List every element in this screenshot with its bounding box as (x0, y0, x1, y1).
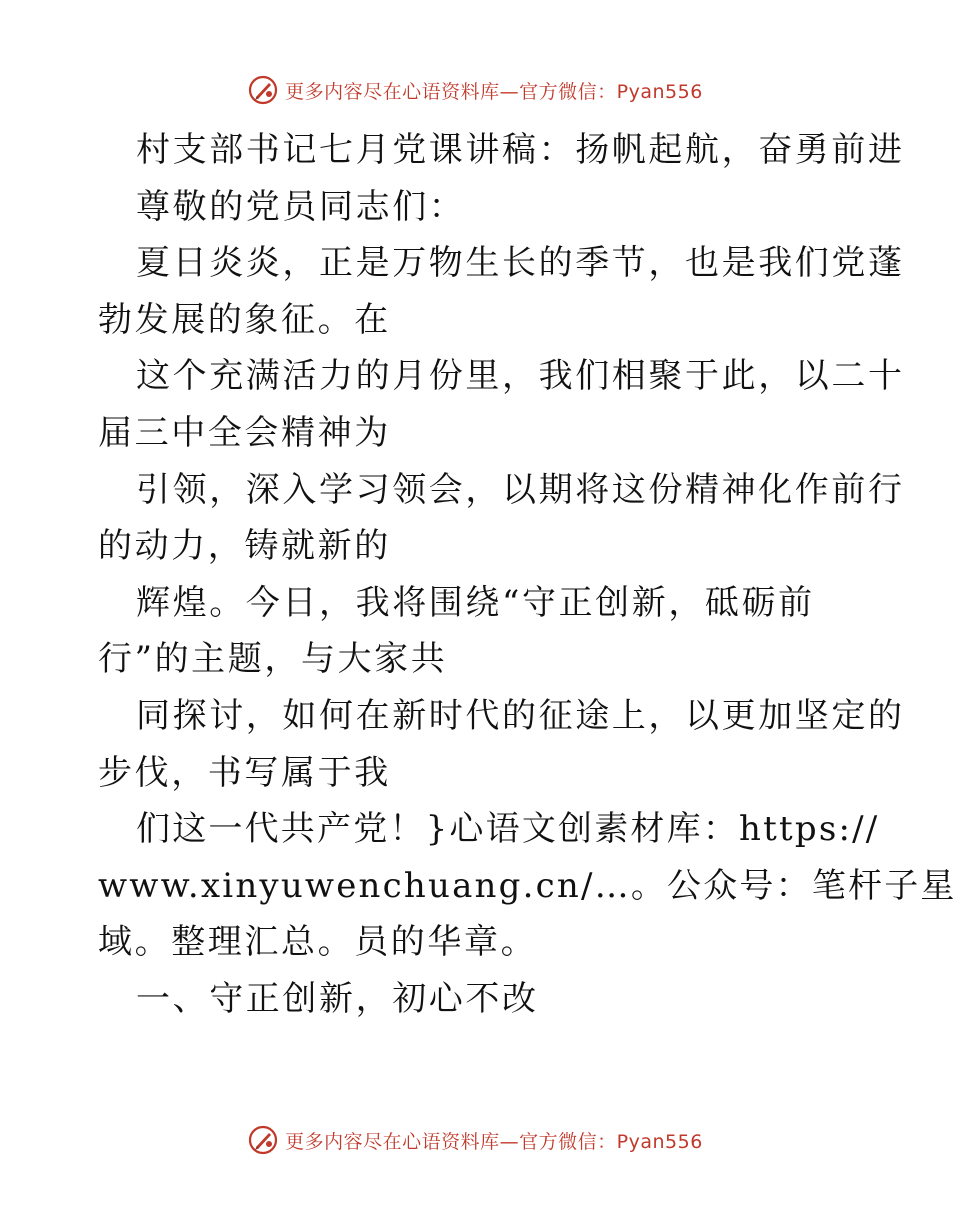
paragraph-line: 勃发展的象征。在 (98, 299, 391, 340)
header-banner-text: 更多内容尽在心语资料库—官方微信：Pyan556 (285, 80, 703, 103)
paragraph-line: 域。整理汇总。员的华章。 (98, 922, 538, 963)
paragraph-line: 步伐，书写属于我 (98, 752, 391, 793)
salutation: 尊敬的党员同志们： (136, 186, 466, 227)
paragraph-line: 引领，深入学习领会，以期将这份精神化作前行 (136, 469, 905, 510)
paragraph-line: 夏日炎炎，正是万物生长的季节，也是我们党蓬 (136, 243, 905, 284)
quill-pen-logo-icon (247, 1124, 279, 1156)
footer-banner-text: 更多内容尽在心语资料库—官方微信：Pyan556 (285, 1130, 703, 1153)
document-body (98, 122, 957, 1028)
quill-pen-logo-icon (247, 74, 279, 106)
paragraph-line: 行”的主题，与大家共 (98, 639, 448, 680)
paragraph-line: 同探讨，如何在新时代的征途上，以更加坚定的 (136, 695, 905, 736)
paragraph-line: 届三中全会精神为 (98, 412, 391, 453)
section-heading: 一、守正创新，初心不改 (136, 978, 539, 1019)
paragraph-line: 的动力，铸就新的 (98, 526, 391, 567)
paragraph-line: 们这一代共产党！}心语文创素材库：https:// (136, 809, 880, 850)
paragraph-line: 这个充满活力的月份里，我们相聚于此，以二十 (136, 356, 905, 397)
paragraph-line: www.xinyuwenchuang.cn/…。公众号：笔杆子星 (98, 865, 957, 906)
paragraph-line: 辉煌。今日，我将围绕“守正创新，砥砺前 (136, 582, 815, 623)
header-banner (0, 70, 950, 110)
document-title: 村支部书记七月党课讲稿：扬帆起航，奋勇前进 (136, 130, 905, 170)
footer-banner (0, 1120, 950, 1160)
